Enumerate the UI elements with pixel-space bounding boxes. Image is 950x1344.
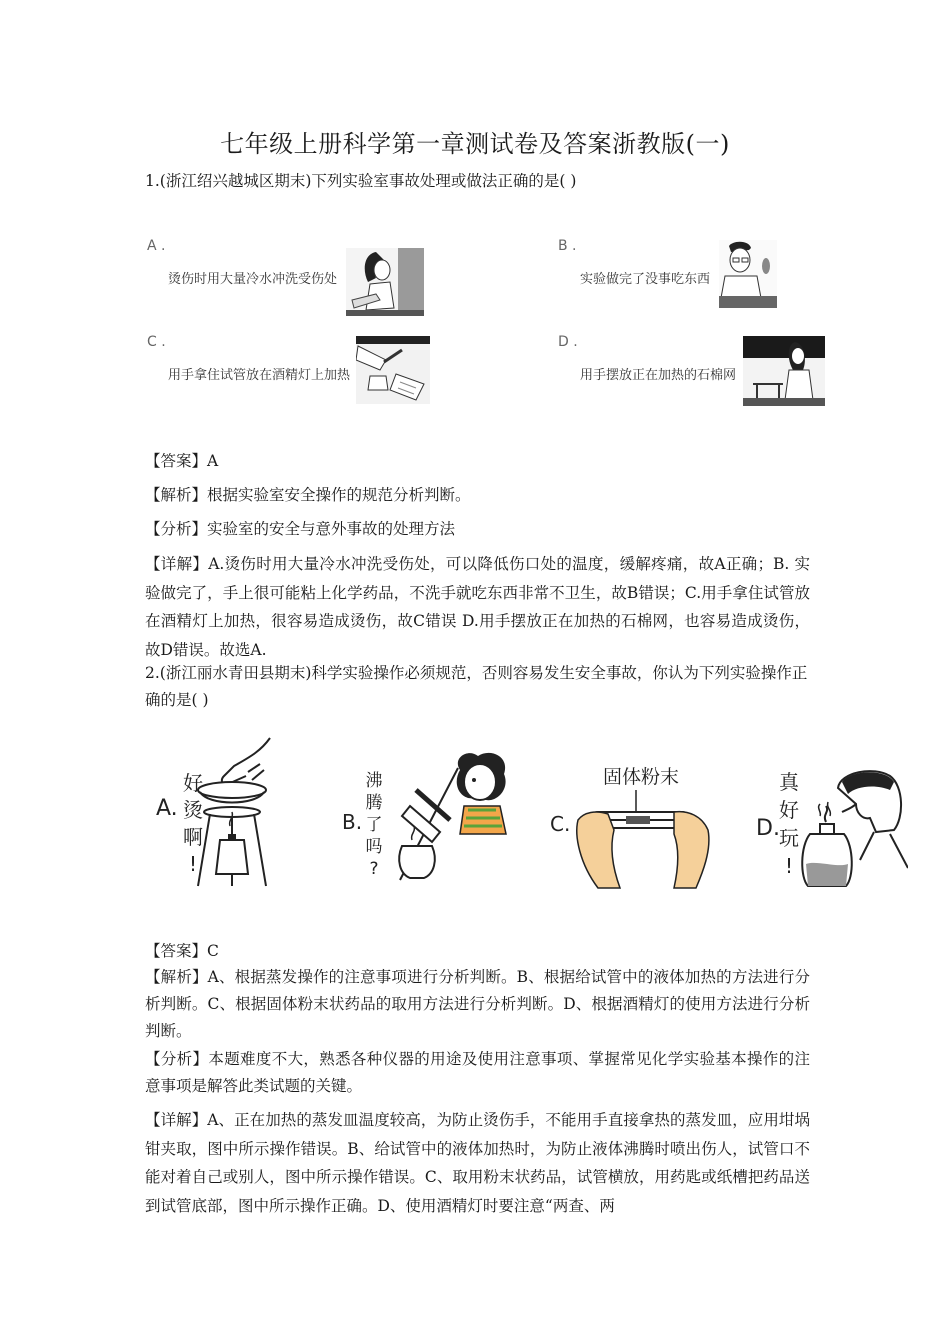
option-b-illustration xyxy=(719,240,777,308)
option-d-letter: D . xyxy=(558,334,578,350)
page-title: 七年级上册科学第一章测试卷及答案浙教版(一) xyxy=(220,130,730,158)
option-c-illustration xyxy=(356,336,430,404)
q2-analysis: 【解析】A、根据蒸发操作的注意事项进行分析判断。B、根据给试管中的液体加热的方法进行分析判断。C、根据固体粉末状药品的取用方法进行分析判断。D、根据酒精灯的使用方法进行分析判断。 xyxy=(145,968,810,1040)
option-c-caption: 固体粉末 xyxy=(603,766,680,788)
q1-analysis: 【解析】根据实验室安全操作的规范分析判断。 xyxy=(145,486,471,504)
q1-fenxi: 【分析】实验室的安全与意外事故的处理方法 xyxy=(145,520,456,538)
option-a-illustration xyxy=(346,248,424,316)
option-d-label: D. xyxy=(756,816,780,841)
option-d-caption: 真 好 玩 ! xyxy=(779,770,799,878)
option-a-text: 烫伤时用大量冷水冲洗受伤处 xyxy=(168,272,338,287)
option-b-letter: B . xyxy=(558,238,577,254)
option-c-label: C. xyxy=(550,812,571,836)
option-a-letter: A . xyxy=(147,238,166,254)
option-b-label: B. xyxy=(342,810,363,834)
option-d-illustration xyxy=(743,336,825,406)
question-2-stem: 2.(浙江丽水青田县期末)科学实验操作必须规范，否则容易发生安全事故，你认为下列实验操作正确的是( ) xyxy=(145,664,808,709)
option-a-caption: 好 烫 啊 ! xyxy=(183,771,203,876)
q1-answer: 【答案】A xyxy=(145,452,219,470)
option-a-label: A. xyxy=(156,796,178,821)
option-c-text: 用手拿住试管放在酒精灯上加热 xyxy=(168,368,351,383)
option-d-picture xyxy=(790,768,908,896)
q2-answer: 【答案】C xyxy=(145,942,219,960)
q1-detail: 【详解】A.烫伤时用大量冷水冲洗受伤处，可以降低伤口处的温度，缓解疼痛，故A正确；B. 实验做完了，手上很可能粘上化学药品，不洗手就吃东西非常不卫生，故B错误；C.用手拿住试管放在酒精灯上加热，很容易造成烫伤，故C错误 D.用手摆放正在加热的石棉网，也容易造成烫伤，故D错误。故选A. xyxy=(145,555,810,659)
option-b-caption: 沸 腾 了 吗 ? xyxy=(365,771,383,879)
option-d-text: 用手摆放正在加热的石棉网 xyxy=(580,368,737,383)
option-c-letter: C . xyxy=(147,334,166,350)
q2-detail: 【详解】A、正在加热的蒸发皿温度较高，为防止烫伤手，不能用手直接拿热的蒸发皿，应用坩埚钳夹取，图中所示操作错误。B、给试管中的液体加热时，为防止液体沸腾时喷出伤人，试管口不能对着自己或别人，图中所示操作错误。C、取用粉末状药品，试管横放，用药匙或纸槽把药品送到试管底部，图中所示操作正确。D、使用酒精灯时要注意“两查、两 xyxy=(145,1111,810,1215)
option-c-picture xyxy=(570,790,720,890)
option-b-text: 实验做完了没事吃东西 xyxy=(580,272,711,287)
q2-fenxi: 【分析】本题难度不大，熟悉各种仪器的用途及使用注意事项、掌握常见化学实验基本操作的注意事项是解答此类试题的关键。 xyxy=(145,1050,810,1095)
question-1-stem: 1.(浙江绍兴越城区期末)下列实验室事故处理或做法正确的是( ) xyxy=(145,172,577,190)
